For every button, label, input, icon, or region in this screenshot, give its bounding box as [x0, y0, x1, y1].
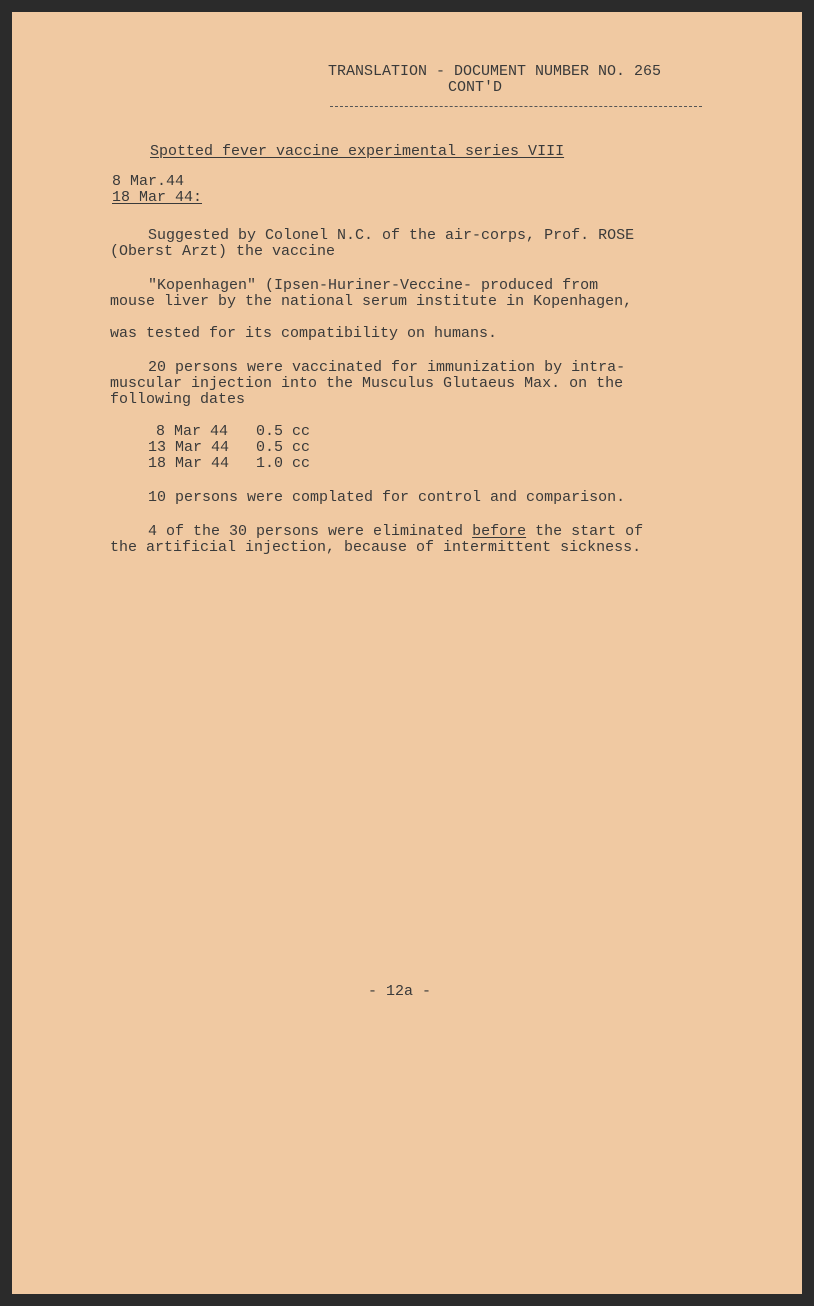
para6-line1	[148, 524, 643, 540]
para6-text-post: the start of	[526, 523, 644, 540]
para2-line2: mouse liver by the national serum institute in Kopenhagen,	[110, 293, 633, 310]
para4-line3: following dates	[110, 391, 246, 408]
page-number: - 12a -	[368, 983, 432, 1000]
vaccination-dose: 0.5 cc	[256, 439, 311, 456]
header-rule	[330, 106, 702, 107]
para2-line1: "Kopenhagen" (Ipsen-Huriner-Veccine- produced from	[148, 277, 599, 294]
vaccination-date: 18 Mar 44	[148, 455, 230, 472]
vaccination-dose: 1.0 cc	[256, 455, 311, 472]
vaccination-date: 8 Mar 44	[156, 423, 229, 440]
vaccination-date: 13 Mar 44	[148, 439, 230, 456]
underlined-word: before	[472, 523, 527, 540]
para5: 10 persons were complated for control and comparison.	[148, 489, 626, 506]
para1-line1: Suggested by Colonel N.C. of the air-corps, Prof. ROSE	[148, 227, 635, 244]
date-line-2: 18 Mar 44:	[112, 189, 203, 206]
date-line-1: 8 Mar.44	[112, 173, 185, 190]
para6-line2: the artificial injection, because of intermittent sickness.	[110, 539, 642, 556]
para3: was tested for its compatibility on humans.	[110, 325, 498, 342]
section-heading: Spotted fever vaccine experimental series VIII	[150, 143, 565, 160]
para6-text-pre: 4 of the 30 persons were eliminated	[148, 523, 473, 540]
para4-line2: muscular injection into the Musculus Glutaeus Max. on the	[110, 375, 624, 392]
document-page	[12, 12, 802, 1294]
header-title: TRANSLATION - DOCUMENT NUMBER NO. 265	[328, 63, 662, 80]
para4-line1: 20 persons were vaccinated for immunization by intra-	[148, 359, 626, 376]
vaccination-dose: 0.5 cc	[256, 423, 311, 440]
header-subtitle: CONT'D	[448, 79, 503, 96]
para1-line2: (Oberst Arzt) the vaccine	[110, 243, 336, 260]
